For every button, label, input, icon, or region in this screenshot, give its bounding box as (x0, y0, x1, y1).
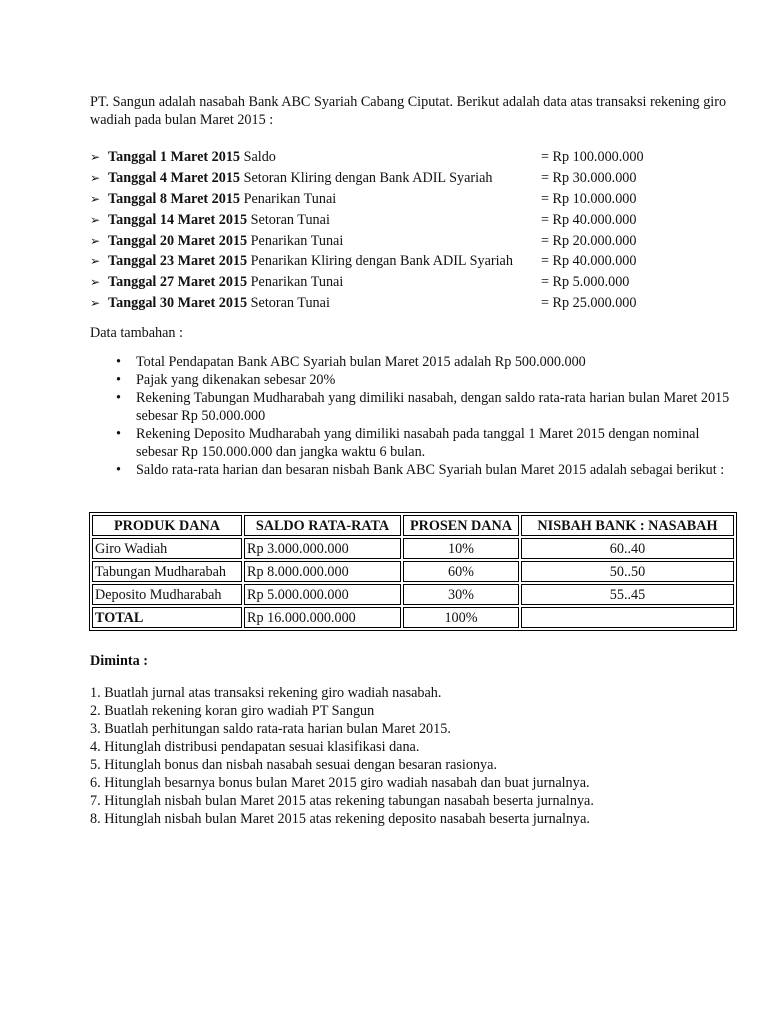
transaction-item (90, 251, 740, 272)
transaction-item (90, 189, 740, 210)
fund-table (89, 512, 737, 631)
transaction-item (90, 209, 740, 230)
arrow-bullet-icon: ➢ (90, 191, 101, 206)
arrow-bullet-icon: ➢ (90, 171, 101, 186)
transaction-desc: Setoran Tunai (250, 294, 330, 311)
table-row (92, 561, 734, 582)
list-item: 2. Buatlah rekening koran giro wadiah PT Sangun (90, 703, 375, 720)
table-row (92, 584, 734, 605)
transaction-desc: Saldo (243, 149, 276, 166)
transaction-date: Tanggal 23 Maret 2015 (108, 253, 248, 270)
list-item: • Rekening Tabungan Mudharabah yang dimiliki nasabah, dengan saldo rata-rata harian bulan Maret 2015 sebesar Rp 50.000.000 (136, 389, 740, 425)
transaction-item (90, 230, 740, 251)
transaction-amount: = Rp 10.000.000 (541, 190, 637, 207)
list-item: 7. Hitunglah nisbah bulan Maret 2015 atas rekening tabungan nasabah beserta jurnalnya. (90, 793, 594, 810)
arrow-bullet-icon: ➢ (90, 254, 101, 269)
transaction-amount: = Rp 40.000.000 (541, 253, 637, 270)
transaction-amount: = Rp 20.000.000 (541, 232, 637, 249)
list-item: 6. Hitunglah besarnya bonus bulan Maret 2015 giro wadiah nasabah dan buat jurnalnya. (90, 775, 590, 792)
extra-data-list (90, 353, 740, 479)
table-cell: Rp 16.000.000.000 (244, 607, 401, 628)
arrow-bullet-icon: ➢ (90, 233, 101, 248)
column-header: SALDO RATA-RATA (244, 515, 401, 536)
transaction-desc: Penarikan Tunai (243, 190, 337, 207)
document-page (90, 93, 740, 828)
transaction-desc: Setoran Kliring dengan Bank ADIL Syariah (243, 170, 493, 187)
task-list (90, 684, 740, 828)
transaction-desc: Penarikan Kliring dengan Bank ADIL Syariah (250, 253, 513, 270)
transaction-amount: = Rp 5.000.000 (541, 274, 630, 291)
table-cell: TOTAL (92, 607, 242, 628)
list-item: • Total Pendapatan Bank ABC Syariah bulan Maret 2015 adalah Rp 500.000.000 (136, 353, 740, 371)
table-cell (521, 607, 734, 628)
arrow-bullet-icon: ➢ (90, 150, 101, 165)
column-header: PRODUK DANA (92, 515, 242, 536)
arrow-bullet-icon: ➢ (90, 295, 101, 310)
list-item: • Saldo rata-rata harian dan besaran nisbah Bank ABC Syariah bulan Maret 2015 adalah sebagai berikut : (136, 461, 740, 479)
arrow-bullet-icon: ➢ (90, 212, 101, 227)
extra-data-label: Data tambahan : (90, 325, 183, 342)
transaction-amount: = Rp 40.000.000 (541, 211, 637, 228)
list-item: 4. Hitunglah distribusi pendapatan sesuai klasifikasi dana. (90, 739, 420, 756)
transaction-amount: = Rp 25.000.000 (541, 294, 637, 311)
table-cell: Deposito Mudharabah (92, 584, 242, 605)
table-cell: 50..50 (521, 561, 734, 582)
transaction-desc: Penarikan Tunai (250, 274, 344, 291)
table-cell: Rp 3.000.000.000 (244, 538, 401, 559)
table-cell: Tabungan Mudharabah (92, 561, 242, 582)
list-item: 5. Hitunglah bonus dan nisbah nasabah sesuai dengan besaran rasionya. (90, 757, 497, 774)
transaction-date: Tanggal 27 Maret 2015 (108, 274, 248, 291)
transaction-amount: = Rp 100.000.000 (541, 149, 644, 166)
table-cell: Rp 8.000.000.000 (244, 561, 401, 582)
transaction-item (90, 293, 740, 314)
table-cell: 100% (403, 607, 519, 628)
list-item: 8. Hitunglah nisbah bulan Maret 2015 atas rekening deposito nasabah beserta jurnalnya. (90, 811, 590, 828)
table-cell: 60% (403, 561, 519, 582)
column-header: NISBAH BANK : NASABAH (521, 515, 734, 536)
table-cell: Rp 5.000.000.000 (244, 584, 401, 605)
arrow-bullet-icon: ➢ (90, 275, 101, 290)
table-cell: 10% (403, 538, 519, 559)
table-cell: 60..40 (521, 538, 734, 559)
fund-table-wrapper (90, 512, 740, 631)
table-total-row (92, 607, 734, 628)
transaction-date: Tanggal 20 Maret 2015 (108, 232, 248, 249)
transaction-date: Tanggal 8 Maret 2015 (108, 190, 241, 207)
transaction-item (90, 272, 740, 293)
transaction-desc: Penarikan Tunai (250, 232, 344, 249)
table-cell: 55..45 (521, 584, 734, 605)
transaction-date: Tanggal 4 Maret 2015 (108, 170, 241, 187)
list-item: 1. Buatlah jurnal atas transaksi rekening giro wadiah nasabah. (90, 685, 442, 702)
transaction-amount: = Rp 30.000.000 (541, 170, 637, 187)
table-row (92, 538, 734, 559)
table-header-row (92, 515, 734, 536)
column-header: PROSEN DANA (403, 515, 519, 536)
list-item: • Rekening Deposito Mudharabah yang dimiliki nasabah pada tanggal 1 Maret 2015 dengan nominal sebesar Rp 150.000.000 dan jangka waktu 6 bulan. (136, 425, 740, 461)
list-item: • Pajak yang dikenakan sebesar 20% (136, 371, 740, 389)
transaction-date: Tanggal 14 Maret 2015 (108, 211, 248, 228)
transaction-item (90, 168, 740, 189)
transaction-item (90, 147, 740, 168)
table-cell: Giro Wadiah (92, 538, 242, 559)
list-item: 3. Buatlah perhitungan saldo rata-rata harian bulan Maret 2015. (90, 721, 451, 738)
transaction-date: Tanggal 30 Maret 2015 (108, 294, 248, 311)
intro-paragraph: PT. Sangun adalah nasabah Bank ABC Syariah Cabang Ciputat. Berikut adalah data atas transaksi rekening giro wadiah pada bulan Maret 2015 : (90, 94, 727, 128)
table-cell: 30% (403, 584, 519, 605)
transaction-date: Tanggal 1 Maret 2015 (108, 149, 241, 166)
transaction-list (90, 147, 740, 313)
transaction-desc: Setoran Tunai (250, 211, 330, 228)
diminta-heading: Diminta : (90, 653, 148, 670)
